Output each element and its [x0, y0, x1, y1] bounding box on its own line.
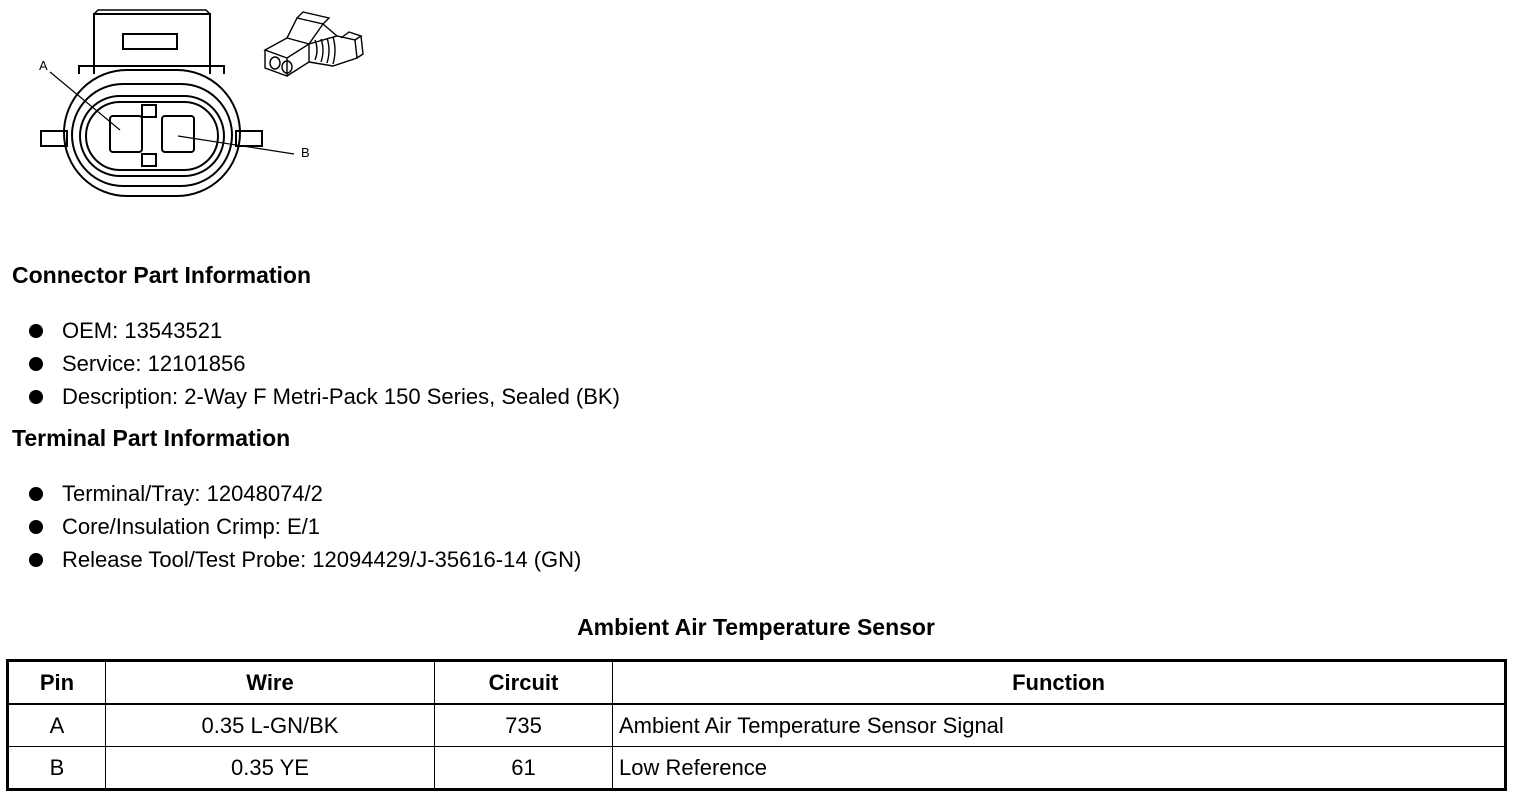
list-item	[28, 347, 620, 380]
connector-description: Description: 2-Way F Metri-Pack 150 Series, Sealed (BK)	[62, 384, 620, 409]
circuit-cell: 735	[435, 704, 613, 747]
list-item	[28, 510, 581, 543]
bullet-icon	[29, 487, 43, 501]
column-header-circuit: Circuit	[435, 661, 613, 705]
function-cell: Low Reference	[613, 747, 1506, 790]
pin-cell: A	[8, 704, 106, 747]
bullet-icon	[29, 520, 43, 534]
bullet-icon	[29, 553, 43, 567]
connector-3d-illustration	[257, 10, 367, 80]
list-item	[28, 314, 620, 347]
terminal-part-info-list	[28, 477, 581, 576]
list-item	[28, 543, 581, 576]
table-row	[8, 704, 1506, 747]
list-item	[28, 477, 581, 510]
pin-table-title: Ambient Air Temperature Sensor	[577, 614, 935, 640]
column-header-function: Function	[613, 661, 1506, 705]
column-header-wire: Wire	[106, 661, 435, 705]
function-cell: Ambient Air Temperature Sensor Signal	[613, 704, 1506, 747]
bullet-icon	[29, 357, 43, 371]
terminal-tray: Terminal/Tray: 12048074/2	[62, 481, 323, 506]
list-item	[28, 380, 620, 413]
connector-part-info-list	[28, 314, 620, 413]
connector-part-info-heading: Connector Part Information	[12, 262, 312, 288]
pin-table	[6, 659, 1507, 791]
bullet-icon	[29, 324, 43, 338]
release-tool: Release Tool/Test Probe: 12094429/J-35616-14 (GN)	[62, 547, 582, 572]
column-header-pin: Pin	[8, 661, 106, 705]
pin-label-b: B	[301, 145, 310, 160]
bullet-icon	[29, 390, 43, 404]
crimp-spec: Core/Insulation Crimp: E/1	[62, 514, 320, 539]
pin-label-a: A	[39, 58, 48, 73]
circuit-cell: 61	[435, 747, 613, 790]
table-row	[8, 747, 1506, 790]
oem-part-number: OEM: 13543521	[62, 318, 223, 343]
wire-cell: 0.35 L-GN/BK	[106, 704, 435, 747]
table-header-row	[8, 661, 1506, 705]
service-part-number: Service: 12101856	[62, 351, 246, 376]
wire-cell: 0.35 YE	[106, 747, 435, 790]
terminal-part-info-heading: Terminal Part Information	[12, 425, 291, 451]
pin-cell: B	[8, 747, 106, 790]
